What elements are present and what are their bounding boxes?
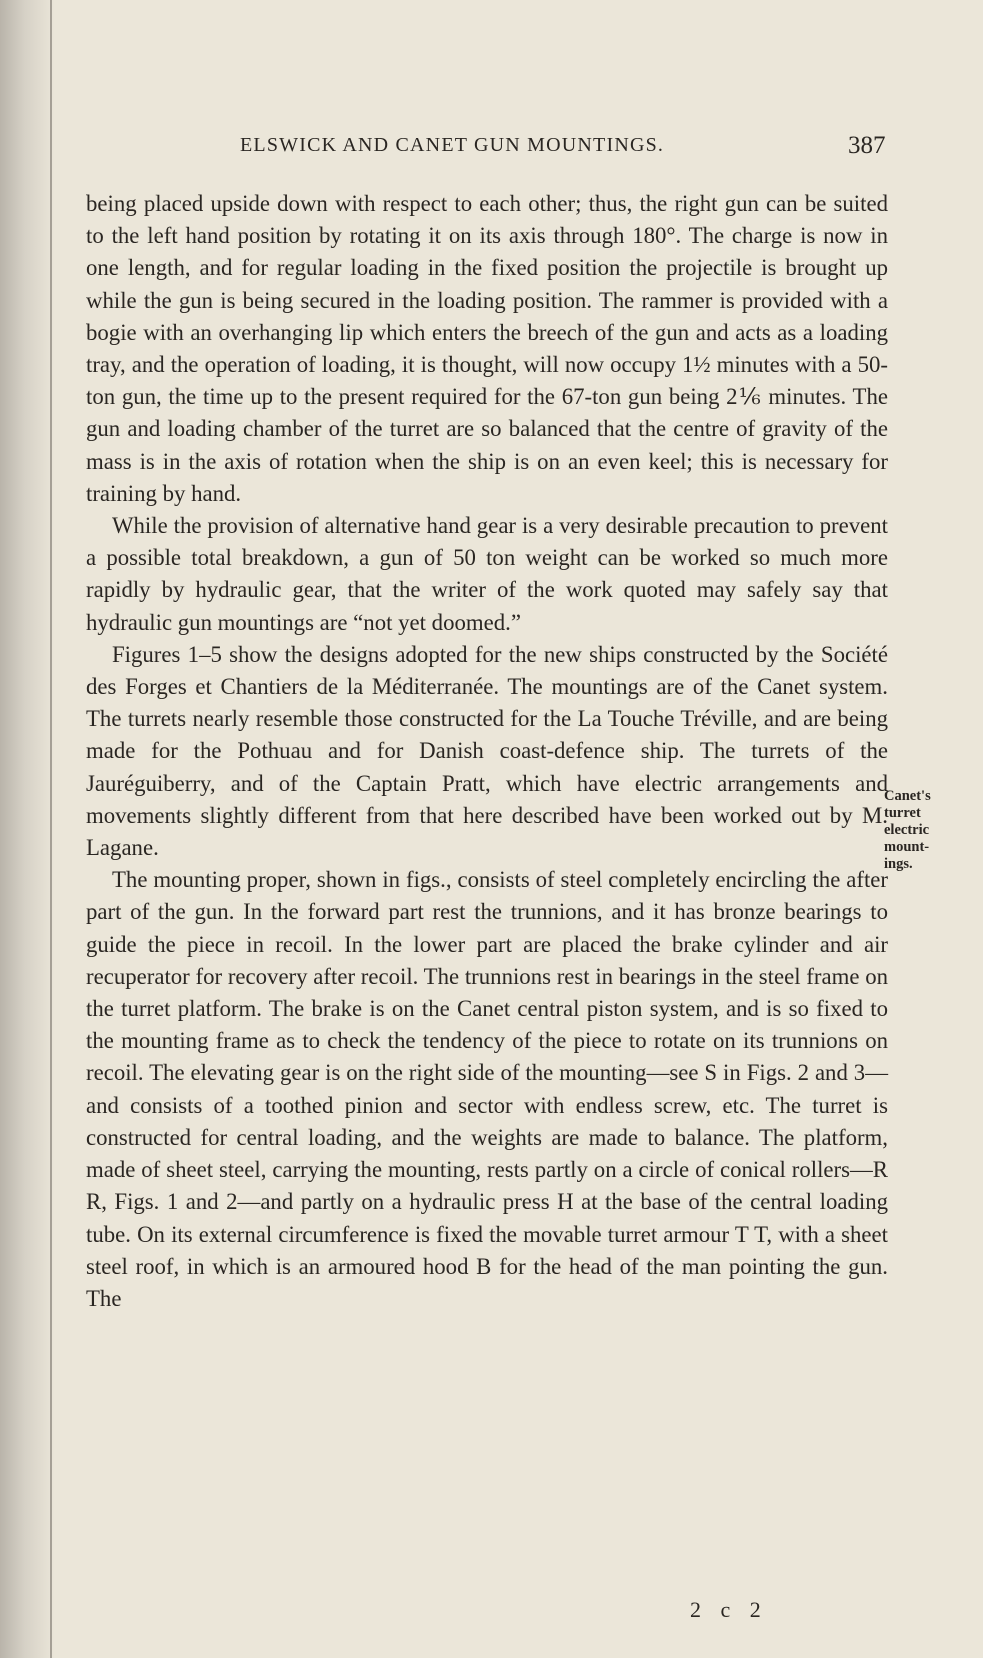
paragraph: While the provision of alternative hand gear is a very desirable precaution to prevent a possible total breakdown, a gun of 50 ton weight can be worked so much more rapidly by hydraulic gear, that the writer of the work quoted may safely say that hydraulic gun mountings are “not yet doomed.” bbox=[86, 513, 888, 635]
paragraph: Figures 1–5 show the designs adopted for the new ships constructed by the Société des Forges et Chantiers de la Méditerranée. The mountings are of the Canet system. The turrets nearly resemble those constructed for the La Touche Tréville, and are being made for the Pothuau and for Danish coast-defence ship. The turrets of the Jauréguiberry, and of the Captain Pratt, which have electric arrangements and movements slightly different from that here described have been worked out by M. Lagane. bbox=[86, 641, 888, 861]
binding-line bbox=[50, 0, 52, 1658]
paragraph: The mounting proper, shown in figs., consists of steel completely encircling the after part of the gun. In the forward part rest the trunnions, and it has bronze bearings to guide the piece in recoil. In the lower part are placed the brake cylinder and air recuperator for recovery after recoil. The trunnions rest in bearings in the steel frame on the turret platform. The brake is on the Canet central piston system, and is so fixed to the mounting frame as to check the tendency of the piece to rotate on its trunnions on recoil. The elevating gear is on the right side of the mounting—see S in Figs. 2 and 3—and consists of a toothed pinion and sector with endless screw, etc. The turret is constructed for central loading, and the weights are made to balance. The platform, made of sheet steel, carrying the mounting, rests partly on a circle of conical rollers—R R, Figs. 1 and 2—and partly on a hydraulic press H at the base of the central loading tube. On its external circumference is fixed the movable turret armour T T, with a sheet steel roof, in which is an armoured hood B for the head of the man pointing the gun. The bbox=[86, 867, 888, 1311]
paragraph: being placed upside down with respect to each other; thus, the right gun can be suited to the left hand position by rotating it on its axis through 180°. The charge is now in one length, and for regular loading in the fixed position the projectile is brought up while the gun is being secured in the loading position. The rammer is provided with a bogie with an overhanging lip which enters the breech of the gun and acts as a loading tray, and the operation of loading, it is thought, will now occupy 1½ minutes with a 50-ton gun, the time up to the present required for the 67-ton gun being 2⅙ minutes. The gun and loading chamber of the turret are so balanced that the centre of gravity of the mass is in the axis of rotation when the ship is on an even keel; this is necessary for training by hand. bbox=[86, 191, 888, 506]
margin-note: Canet's turret electric mount- ings. bbox=[884, 788, 931, 872]
body-text bbox=[86, 188, 888, 1315]
running-head: ELSWICK AND CANET GUN MOUNTINGS. bbox=[240, 134, 665, 156]
scan-shadow bbox=[0, 0, 55, 1658]
signature-mark: 2 c 2 bbox=[690, 1597, 768, 1622]
page-number: 387 bbox=[848, 132, 886, 159]
